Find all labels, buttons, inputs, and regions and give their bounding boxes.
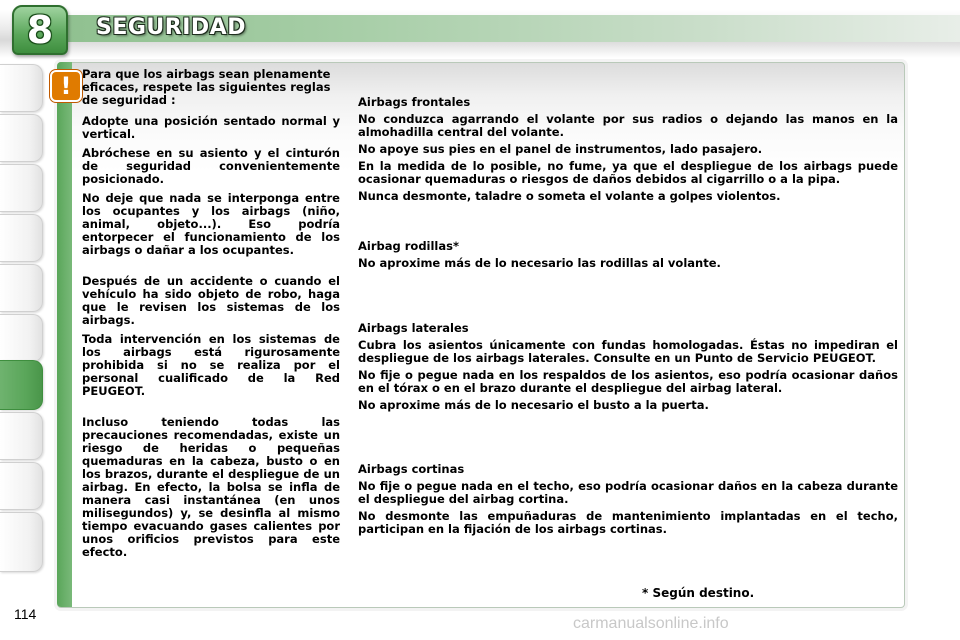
section-heading: Airbags laterales bbox=[358, 321, 469, 335]
rule-paragraph: No deje que nada se interponga entre los ocupantes y los airbags (niño, animal, objeto...). Eso podría entorpecer el funcionamiento de los airbags o dañar a los ocupantes. bbox=[82, 191, 340, 257]
footnote: * Según destino. bbox=[642, 586, 755, 600]
rule-paragraph: Abróchese en su asiento y el cinturón de seguridad convenientemente posicionado. bbox=[82, 146, 340, 186]
rule-paragraph: Adopte una posición sentado normal y vertical. bbox=[82, 114, 340, 141]
page-number: 114 bbox=[14, 606, 37, 622]
side-tab[interactable] bbox=[0, 114, 43, 162]
section-airbags-frontales bbox=[358, 96, 898, 203]
watermark: carmanualsonline.info bbox=[573, 615, 729, 632]
side-tab[interactable] bbox=[0, 64, 43, 112]
section-airbags-cortinas bbox=[358, 463, 898, 536]
section-paragraph: No desmonte las empuñaduras de mantenimiento implantadas en el techo, participan en la fijación de los airbags cortinas. bbox=[358, 509, 898, 536]
section-paragraph: Cubra los asientos únicamente con fundas homologadas. Éstas no impediran el despliegue de los airbags laterales. Consulte en un Punto de Servicio PEUGEOT. bbox=[358, 338, 898, 365]
side-tabs bbox=[0, 60, 50, 580]
chapter-number: 8 bbox=[26, 8, 54, 52]
section-paragraph: No aproxime más de lo necesario el busto a la puerta. bbox=[358, 398, 709, 412]
section-paragraph: Nunca desmonte, taladre o someta el volante a golpes violentos. bbox=[358, 189, 781, 203]
rule-paragraph: Toda intervención en los sistemas de los airbags está rigurosamente prohibida si no se realiza por el personal cualificado de la Red PEUGEOT. bbox=[82, 332, 340, 398]
chapter-tab[interactable] bbox=[12, 5, 68, 55]
section-title: SEGURIDAD bbox=[96, 15, 246, 40]
section-paragraph: No apoye sus pies en el panel de instrumentos, lado pasajero. bbox=[358, 142, 763, 156]
section-paragraph: No fije o pegue nada en los respaldos de los asientos, eso podría ocasionar daños en el tórax o en el brazo durante el despliegue del airbag lateral. bbox=[358, 368, 898, 395]
frame-green-edge bbox=[57, 62, 72, 607]
rule-paragraph: Incluso teniendo todas las precauciones recomendadas, existe un riesgo de heridas o pequeñas quemaduras en la cabeza, busto o en los brazos, durante el despliegue de un airbag. En efecto, la bolsa se infla de manera casi instantánea (en unos milisegundos) y, se desinfla al mismo tiempo evacuando gases calientes por unos orificios previstos para este efecto. bbox=[82, 415, 340, 559]
side-tab[interactable] bbox=[0, 314, 43, 362]
section-paragraph: No fije o pegue nada en el techo, eso podría ocasionar daños en la cabeza durante el despliegue del airbag cortina. bbox=[358, 479, 898, 506]
section-airbag-rodillas bbox=[358, 240, 898, 270]
side-tab[interactable] bbox=[0, 462, 43, 510]
safety-rules-column bbox=[82, 68, 340, 559]
side-tab[interactable] bbox=[0, 214, 43, 262]
section-paragraph: No aproxime más de lo necesario las rodillas al volante. bbox=[358, 256, 721, 270]
section-heading: Airbags frontales bbox=[358, 95, 471, 109]
section-paragraph: No conduzca agarrando el volante por sus radios o dejando las manos en la almohadilla central del volante. bbox=[358, 112, 898, 139]
side-tab[interactable] bbox=[0, 512, 43, 572]
side-tab[interactable] bbox=[0, 412, 43, 460]
section-heading: Airbags cortinas bbox=[358, 462, 465, 476]
safety-rules-heading: Para que los airbags sean plenamente eficaces, respete las siguientes reglas de seguridad : bbox=[82, 67, 331, 107]
section-paragraph: En la medida de lo posible, no fume, ya que el despliegue de los airbags puede ocasionar quemaduras o riesgos de daños debidos al cigarrillo o a la pipa. bbox=[358, 159, 898, 186]
side-tab-active[interactable] bbox=[0, 360, 43, 410]
rule-paragraph: Después de un accidente o cuando el vehículo ha sido objeto de robo, haga que le revisen los sistemas de los airbags. bbox=[82, 274, 340, 327]
section-heading: Airbag rodillas* bbox=[358, 239, 459, 253]
section-airbags-laterales bbox=[358, 322, 898, 412]
warning-icon: ! bbox=[50, 70, 82, 102]
side-tab[interactable] bbox=[0, 164, 43, 212]
side-tab[interactable] bbox=[0, 264, 43, 312]
